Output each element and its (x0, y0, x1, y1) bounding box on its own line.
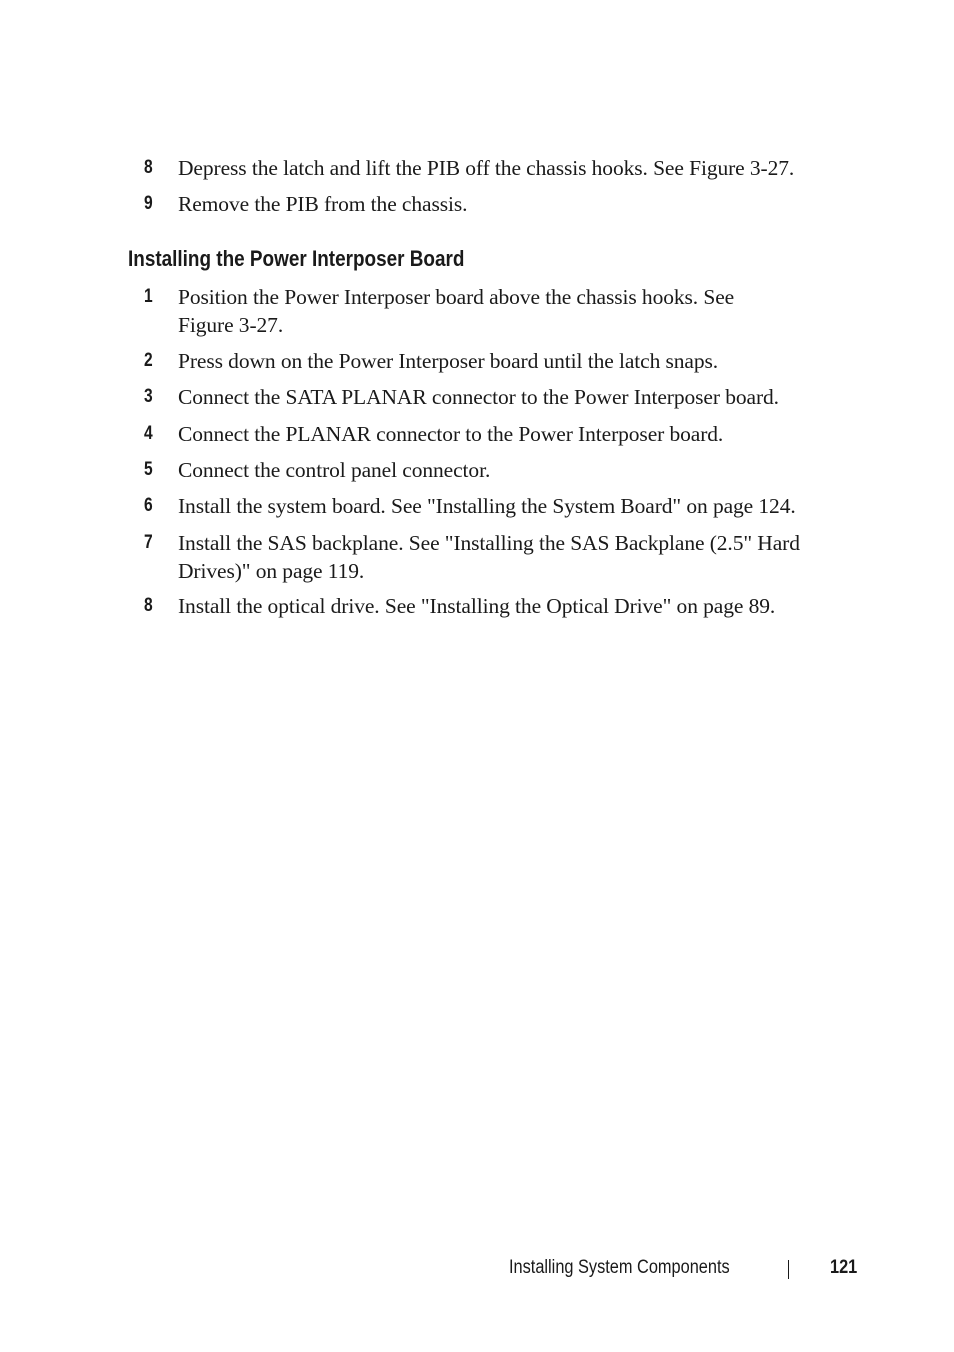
step-number: 3 (144, 386, 153, 407)
step-item (144, 592, 844, 620)
step-text: Install the SAS backplane. See "Installing the SAS Backplane (2.5" Hard Drives)" on page 119. (178, 531, 800, 583)
step-text: Depress the latch and lift the PIB off the chassis hooks. See Figure 3-27. (178, 156, 795, 180)
step-item (144, 383, 844, 411)
step-text: Connect the control panel connector. (178, 458, 491, 482)
step-item (144, 492, 844, 520)
step-text: Connect the PLANAR connector to the Power Interposer board. (178, 422, 724, 446)
page-footer (0, 1254, 954, 1282)
step-text: Press down on the Power Interposer board until the latch snaps. (178, 349, 719, 373)
step-text: Position the Power Interposer board above the chassis hooks. See Figure 3-27. (178, 285, 735, 337)
step-number: 8 (144, 157, 153, 178)
section-heading: Installing the Power Interposer Board (128, 246, 465, 271)
step-number: 6 (144, 495, 153, 516)
step-text: Install the optical drive. See "Installing the Optical Drive" on page 89. (178, 594, 776, 618)
step-item (144, 154, 844, 182)
step-text: Remove the PIB from the chassis. (178, 192, 468, 216)
step-number: 4 (144, 423, 153, 444)
step-item (144, 347, 844, 375)
step-item (144, 420, 844, 448)
step-number: 9 (144, 193, 153, 214)
step-number: 2 (144, 350, 153, 371)
step-item (144, 529, 844, 585)
step-text: Connect the SATA PLANAR connector to the Power Interposer board. (178, 385, 779, 409)
footer-separator (788, 1260, 789, 1279)
footer-chapter-title: Installing System Components (509, 1257, 730, 1278)
step-item (144, 456, 844, 484)
step-item (144, 190, 844, 218)
step-number: 5 (144, 459, 153, 480)
step-item (144, 283, 784, 339)
step-number: 8 (144, 595, 153, 616)
page-number: 121 (830, 1257, 858, 1278)
step-text: Install the system board. See "Installing the System Board" on page 124. (178, 494, 796, 518)
step-number: 1 (144, 286, 153, 307)
step-number: 7 (144, 532, 153, 553)
